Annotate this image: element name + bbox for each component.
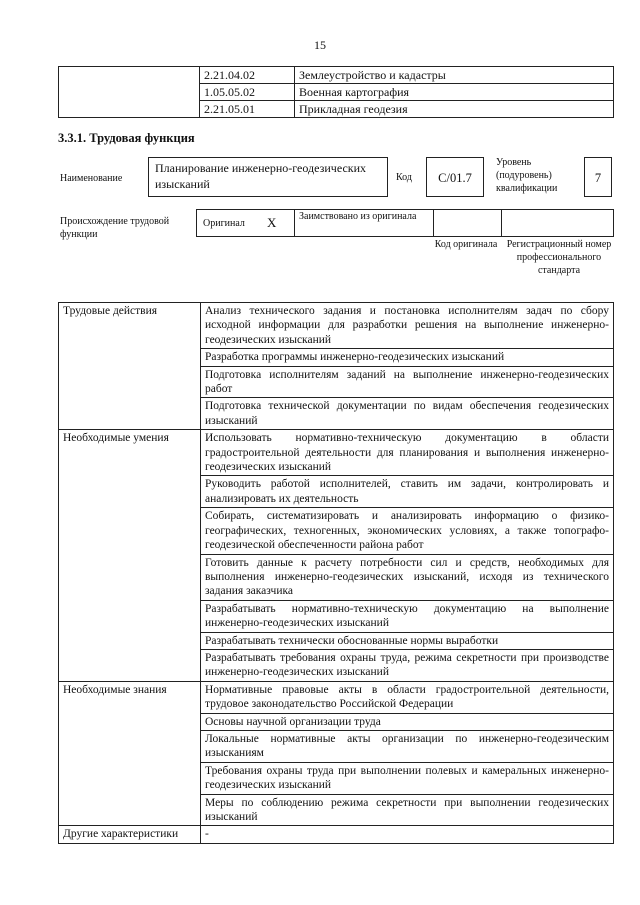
divider (294, 209, 295, 237)
table-cell: Подготовка исполнителям заданий на выполнение инженерно-геодезических работ (201, 366, 614, 398)
code-cell: 1.05.05.02 (200, 84, 295, 101)
original-code-caption: Код оригинала (434, 239, 498, 250)
table-cell: Разрабатывать требования охраны труда, режима секретности при производстве инженерно-геодезических изысканий (201, 649, 614, 681)
table-cell: Анализ технического задания и постановка исполнителям задач по сбору исходной информации для разработки решения на выполнение инженерно-геодезических изысканий (201, 303, 614, 349)
table-row (59, 67, 614, 84)
table-row (59, 430, 614, 476)
table-cell: Разрабатывать технически обоснованные нормы выработки (201, 632, 614, 649)
table-cell: Нормативные правовые акты в области градостроительной деятельности, трудовое законодательство Российской Федерации (201, 681, 614, 713)
category-actions: Трудовые действия (59, 303, 201, 430)
origin-box (196, 209, 614, 237)
table-cell: Руководить работой исполнителей, ставить им задачи, контролировать и анализировать их деятельность (201, 476, 614, 508)
original-mark: X (267, 215, 277, 230)
name-label: Наименование (60, 173, 123, 184)
table-cell: Подготовка технической документации по видам обеспечения геодезических изысканий (201, 398, 614, 430)
category-skills: Необходимые умения (59, 430, 201, 682)
function-name-value: Планирование инженерно-геодезических изысканий (148, 157, 388, 197)
original-label: Оригинал (203, 218, 245, 229)
code-label: Код (396, 172, 412, 183)
labor-function-table (58, 302, 614, 844)
table-row (59, 681, 614, 713)
code-cell: 2.21.04.02 (200, 67, 295, 84)
table-cell: Разработка программы инженерно-геодезических изысканий (201, 349, 614, 366)
table-cell: Основы научной организации труда (201, 713, 614, 730)
table-row (59, 826, 614, 843)
level-label: Уровень (подуровень) квалификации (496, 157, 558, 194)
empty-cell (59, 67, 200, 118)
education-codes-table (58, 66, 614, 118)
level-value: 7 (584, 157, 612, 197)
table-cell: Собирать, систематизировать и анализировать информацию о физико-географических, техногенных, экономических условиях, а также топографо-геодезической обеспеченности района работ (201, 508, 614, 554)
table-cell: Готовить данные к расчету потребности сил и средств, необходимых для выполнения инженерно-геодезических изысканий, исходя из технического задания заказчика (201, 554, 614, 600)
table-row (59, 303, 614, 349)
table-cell: Разрабатывать нормативно-техническую документацию на выполнение инженерно-геодезических изысканий (201, 600, 614, 632)
table-cell: - (201, 826, 614, 843)
category-other: Другие характеристики (59, 826, 201, 843)
function-code-value: С/01.7 (426, 157, 484, 197)
borrowed-label: Заимствовано из оригинала (299, 211, 417, 222)
table-cell: Меры по соблюдению режима секретности при выполнении геодезических изысканий (201, 794, 614, 826)
name-cell: Прикладная геодезия (295, 101, 614, 118)
table-cell: Использовать нормативно-техническую документацию в области градостроительной деятельности для планирования и выполнения инженерно-геодезических изысканий (201, 430, 614, 476)
code-cell: 2.21.05.01 (200, 101, 295, 118)
name-cell: Военная картография (295, 84, 614, 101)
name-cell: Землеустройство и кадастры (295, 67, 614, 84)
page-number: 15 (314, 38, 326, 52)
category-knowledge: Необходимые знания (59, 681, 201, 826)
registration-number-caption: Регистрационный номер профессионального стандарта (506, 239, 612, 276)
table-cell: Локальные нормативные акты организации по инженерно-геодезическим изысканиям (201, 730, 614, 762)
origin-label: Происхождение трудовой функции (60, 216, 170, 240)
table-cell: Требования охраны труда при выполнении полевых и камеральных инженерно-геодезических изысканий (201, 762, 614, 794)
section-title: 3.3.1. Трудовая функция (58, 131, 195, 145)
divider (501, 209, 502, 237)
divider (433, 209, 434, 237)
